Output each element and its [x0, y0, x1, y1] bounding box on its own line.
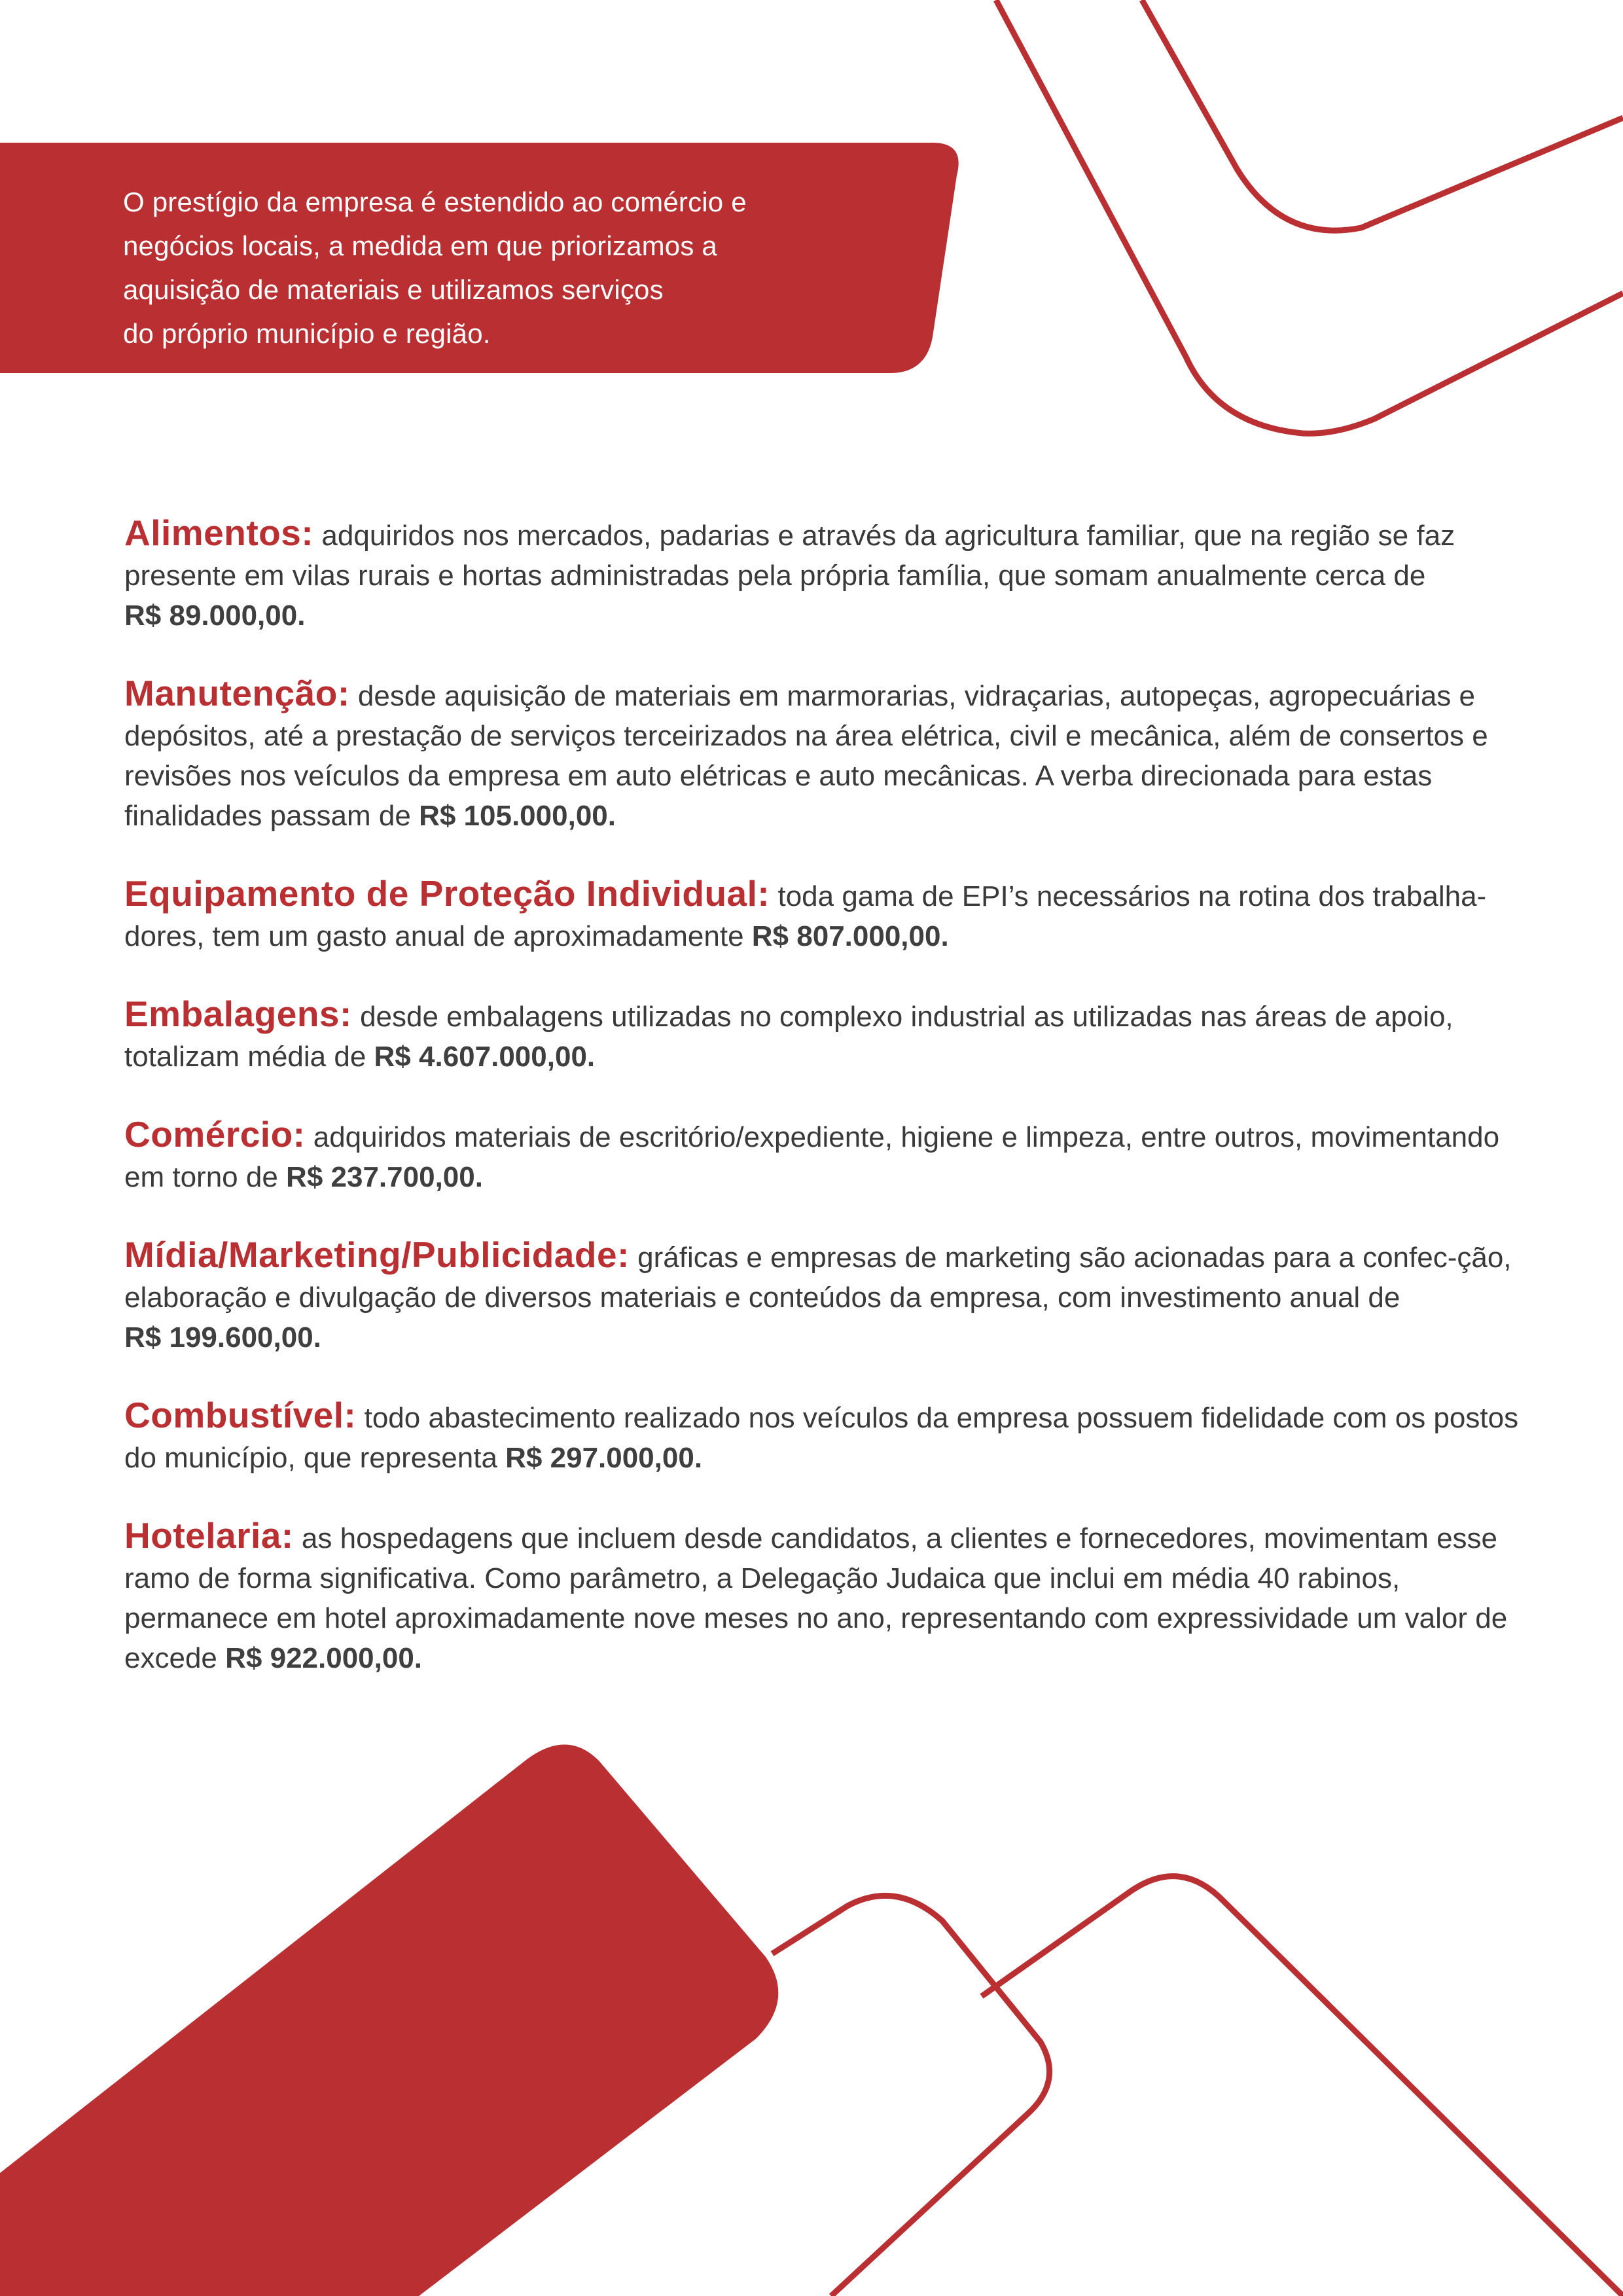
intro-line: negócios locais, a medida em que priorizamos a	[123, 230, 717, 261]
item-text: desde aquisição de materiais em marmorarias, vidraçarias, autopeças, agropecuárias e depósitos, até a prestação de serviços terceirizados na área elétrica, civil e mecânica, além de consertos e revisões nos veículos da empresa em auto elétricas e auto mecânicas. A verba direcionada para estas finalidades passam de	[124, 680, 1488, 832]
expense-item-comercio	[124, 1115, 1531, 1197]
item-text: todo abastecimento realizado nos veículos da empresa possuem fidelidade com os postos do município, que representa	[124, 1402, 1519, 1474]
expense-item-manutencao	[124, 673, 1531, 836]
item-amount: R$ 807.000,00.	[751, 920, 949, 952]
item-amount: R$ 199.600,00.	[124, 1321, 321, 1354]
expense-item-alimentos	[124, 513, 1531, 636]
top-right-outline-inner	[1142, 0, 1623, 230]
expense-item-midia	[124, 1235, 1531, 1357]
item-text: adquiridos materiais de escritório/expediente, higiene e limpeza, entre outros, movimentando em torno de	[124, 1121, 1500, 1193]
intro-banner-text	[123, 180, 856, 355]
item-label: Embalagens:	[124, 994, 352, 1034]
item-text: desde embalagens utilizadas no complexo industrial as utilizadas nas áreas de apoio, totalizam média de	[124, 1001, 1454, 1073]
expense-item-combustivel	[124, 1395, 1531, 1478]
item-label: Equipamento de Proteção Individual:	[124, 873, 770, 914]
item-label: Combustível:	[124, 1395, 357, 1435]
expenses-list	[124, 513, 1531, 1716]
item-label: Mídia/Marketing/Publicidade:	[124, 1234, 630, 1275]
item-label: Comércio:	[124, 1114, 306, 1155]
intro-line: aquisição de materiais e utilizamos serviços	[123, 274, 664, 305]
item-text: adquiridos nos mercados, padarias e através da agricultura familiar, que na região se faz presente em vilas rurais e hortas administradas pela própria família, que somam anualmente cerca de	[124, 520, 1455, 592]
item-amount: R$ 105.000,00.	[419, 800, 616, 832]
item-amount: R$ 4.607.000,00.	[374, 1041, 596, 1073]
bottom-outline-left	[772, 1895, 1050, 2296]
intro-line: O prestígio da empresa é estendido ao comércio e	[123, 187, 747, 217]
item-amount: R$ 89.000,00.	[124, 600, 306, 632]
item-amount: R$ 237.700,00.	[286, 1161, 483, 1193]
item-text: gráficas e empresas de marketing são acionadas para a confec-ção, elaboração e divulgação de diversos materiais e conteúdos da empresa, com investimento anual de	[124, 1242, 1512, 1314]
item-label: Manutenção:	[124, 673, 350, 713]
top-right-outline-outer	[996, 0, 1623, 433]
item-text: as hospedagens que incluem desde candidatos, a clientes e fornecedores, movimentam esse ramo de forma significativa. Como parâmetro, a Delegação Judaica que inclui em média 40 rabinos, permanece em hotel aproximadamente nove meses no ano, representando com expressividade um valor de excede	[124, 1522, 1508, 1674]
item-label: Hotelaria:	[124, 1515, 294, 1556]
item-label: Alimentos:	[124, 512, 314, 553]
bottom-red-shape	[0, 1744, 778, 2296]
expense-item-embalagens	[124, 994, 1531, 1077]
intro-line: do próprio município e região.	[123, 318, 491, 349]
expense-item-epi	[124, 874, 1531, 956]
item-text: toda gama de EPI’s necessários na rotina dos trabalha-dores, tem um gasto anual de aproximadamente	[124, 880, 1487, 952]
bottom-outline-right	[982, 1876, 1623, 2296]
item-amount: R$ 297.000,00.	[505, 1442, 703, 1474]
expense-item-hotelaria	[124, 1516, 1531, 1678]
item-amount: R$ 922.000,00.	[225, 1642, 423, 1674]
